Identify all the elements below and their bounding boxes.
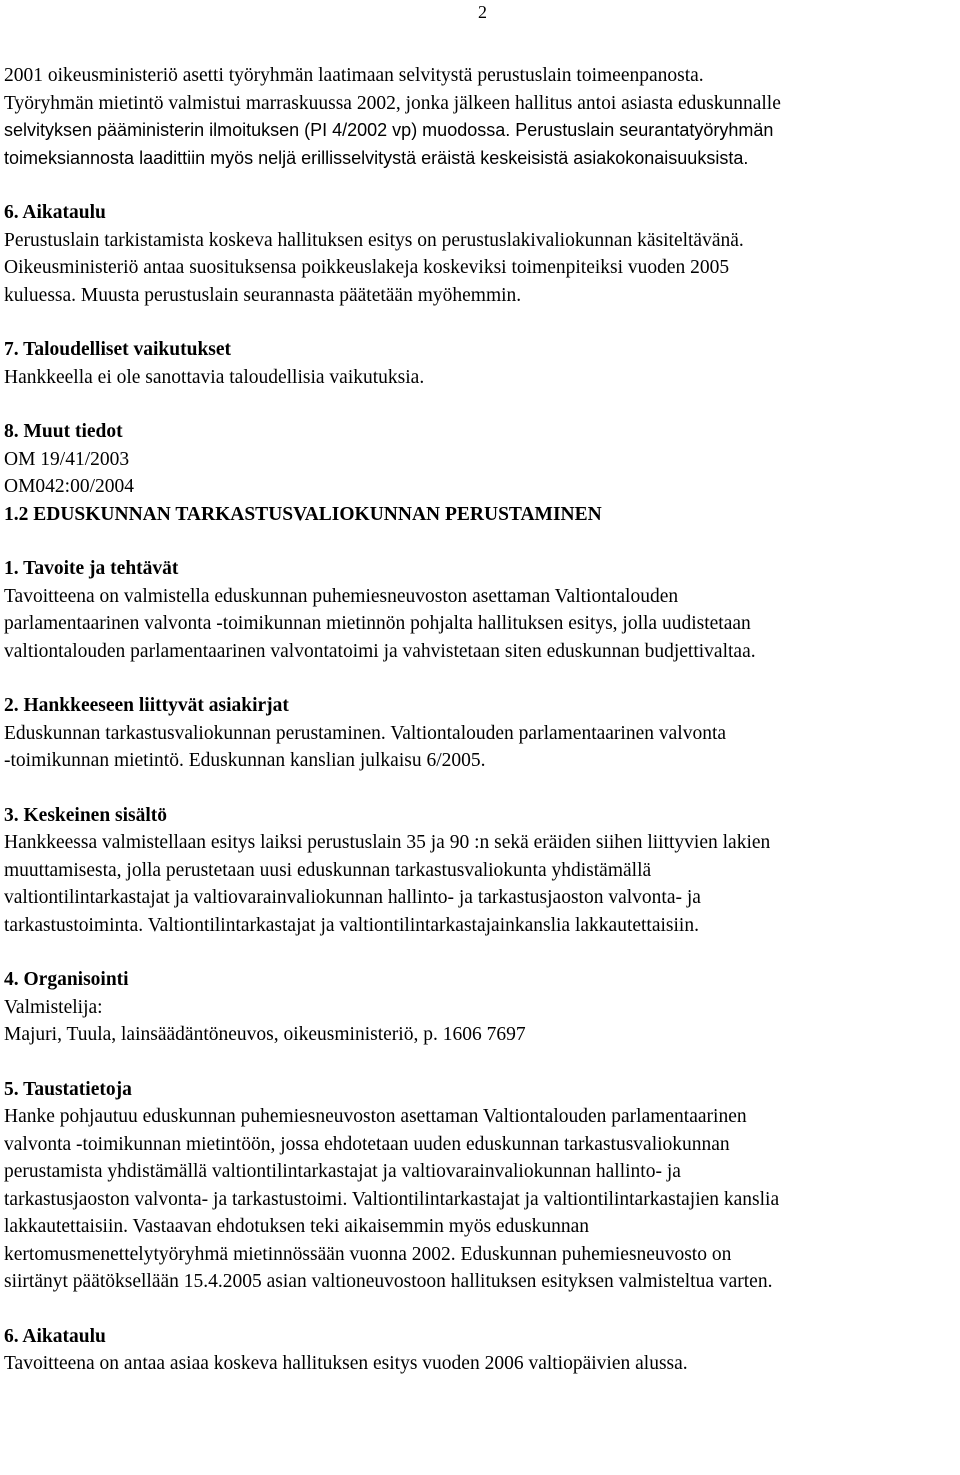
- section-asiakirjat: [4, 692, 958, 775]
- section-line: valtiontilintarkastajat ja valtiovarainvaliokunnan hallinto- ja tarkastusjaoston valvonta- ja: [4, 887, 701, 908]
- intro-line: selvityksen pääministerin ilmoituksen (PI 4/2002 vp) muodossa. Perustuslain seurantatyöryhmän: [4, 120, 774, 140]
- section-line: kertomusmenettelytyöryhmä mietinnössään vuonna 2002. Eduskunnan puhemiesneuvosto on: [4, 1243, 732, 1265]
- section-heading: 4. Organisointi: [4, 969, 129, 990]
- section-line: valtiontalouden parlamentaarinen valvontatoimi ja vahvistetaan siten eduskunnan budjettivaltaa.: [4, 640, 756, 662]
- section-keskeinen-sisalto: [4, 802, 958, 940]
- section-heading: 8. Muut tiedot: [4, 421, 123, 442]
- section-line: tarkastustoiminta. Valtiontilintarkastajat ja valtiontilintarkastajainkanslia lakkautettaisiin.: [4, 914, 699, 936]
- intro-line: Työryhmän mietintö valmistui marraskuussa 2002, jonka jälkeen hallitus antoi asiasta eduskunnalle: [4, 92, 781, 114]
- section-line: Majuri, Tuula, lainsäädäntöneuvos, oikeusministeriö, p. 1606 7697: [4, 1024, 526, 1045]
- intro-line: toimeksiannosta laadittiin myös neljä erillisselvitystä eräistä keskeisistä asiakokonaisuuksista.: [4, 147, 749, 168]
- document-body: [4, 62, 958, 1378]
- section-heading: 6. Aikataulu: [4, 1325, 106, 1347]
- section-heading: 1. Tavoite ja tehtävät: [4, 558, 179, 579]
- section-line: parlamentaarinen valvonta -toimikunnan mietinnön pohjalta hallituksen esitys, jolla uudistetaan: [4, 613, 751, 634]
- page-number: 2: [478, 2, 487, 22]
- section-line: tarkastusjaoston valvonta- ja tarkastustoimi. Valtiontilintarkastajat ja valtiontilintarkastajien kanslia: [4, 1188, 780, 1210]
- section-line: muuttamisesta, jolla perustetaan uusi eduskunnan tarkastusvaliokunta yhdistämällä: [4, 859, 652, 881]
- section-line: perustamista yhdistämällä valtiontilintarkastajat ja valtiovarainvaliokunnan hallinto- ja: [4, 1161, 681, 1182]
- section-tavoite: [4, 555, 958, 665]
- section-line: valvonta -toimikunnan mietintöön, jossa ehdotetaan uuden eduskunnan tarkastusvaliokunnan: [4, 1133, 730, 1155]
- intro-paragraph: [4, 62, 958, 172]
- section-aikataulu-1: [4, 199, 958, 309]
- section-line: Oikeusministeriö antaa suosituksensa poikkeuslakeja koskeviksi toimenpiteiksi vuoden 2005: [4, 257, 730, 278]
- section-heading: 3. Keskeinen sisältö: [4, 804, 168, 826]
- section-taustatietoja: [4, 1076, 958, 1296]
- section-line: Hankkeella ei ole sanottavia taloudellisia vaikutuksia.: [4, 366, 425, 388]
- section-line: lakkautettaisiin. Vastaavan ehdotuksen teki aikaisemmin myös eduskunnan: [4, 1216, 590, 1237]
- reference-number: OM 19/41/2003: [4, 448, 130, 470]
- section-line: Hanke pohjautuu eduskunnan puhemiesneuvoston asettaman Valtiontalouden parlamentaarinen: [4, 1106, 747, 1127]
- section-muut-tiedot: [4, 418, 958, 501]
- section-heading: 7. Taloudelliset vaikutukset: [4, 339, 232, 360]
- reference-number: OM042:00/2004: [4, 476, 135, 497]
- section-line: kuluessa. Muusta perustuslain seurannasta päätetään myöhemmin.: [4, 284, 522, 306]
- section-heading: 5. Taustatietoja: [4, 1078, 132, 1100]
- chapter-heading: 1.2 EDUSKUNNAN TARKASTUSVALIOKUNNAN PERUSTAMINEN: [4, 503, 602, 525]
- section-organisointi: [4, 966, 958, 1049]
- section-line: Tavoitteena on antaa asiaa koskeva hallituksen esitys vuoden 2006 valtiopäivien alussa.: [4, 1353, 688, 1374]
- section-label: Valmistelija:: [4, 996, 103, 1018]
- section-heading: 2. Hankkeeseen liittyvät asiakirjat: [4, 695, 289, 716]
- section-line: Hankkeessa valmistellaan esitys laiksi perustuslain 35 ja 90 :n sekä eräiden siihen liittyvien lakien: [4, 832, 771, 853]
- section-line: Eduskunnan tarkastusvaliokunnan perustaminen. Valtiontalouden parlamentaarinen valvonta: [4, 722, 727, 744]
- section-aikataulu-2: [4, 1323, 958, 1378]
- section-heading: 6. Aikataulu: [4, 202, 106, 223]
- section-line: Perustuslain tarkistamista koskeva hallituksen esitys on perustuslakivaliokunnan käsiteltävänä.: [4, 229, 744, 251]
- section-line: Tavoitteena on valmistella eduskunnan puhemiesneuvoston asettaman Valtiontalouden: [4, 585, 679, 607]
- section-line: -toimikunnan mietintö. Eduskunnan kanslian julkaisu 6/2005.: [4, 750, 486, 771]
- intro-line: 2001 oikeusministeriö asetti työryhmän laatimaan selvitystä perustuslain toimeenpanosta.: [4, 65, 704, 86]
- section-line: siirtänyt päätöksellään 15.4.2005 asian valtioneuvostoon hallituksen esityksen valmisteltua varten.: [4, 1271, 773, 1292]
- section-taloudelliset-vaikutukset: [4, 336, 958, 391]
